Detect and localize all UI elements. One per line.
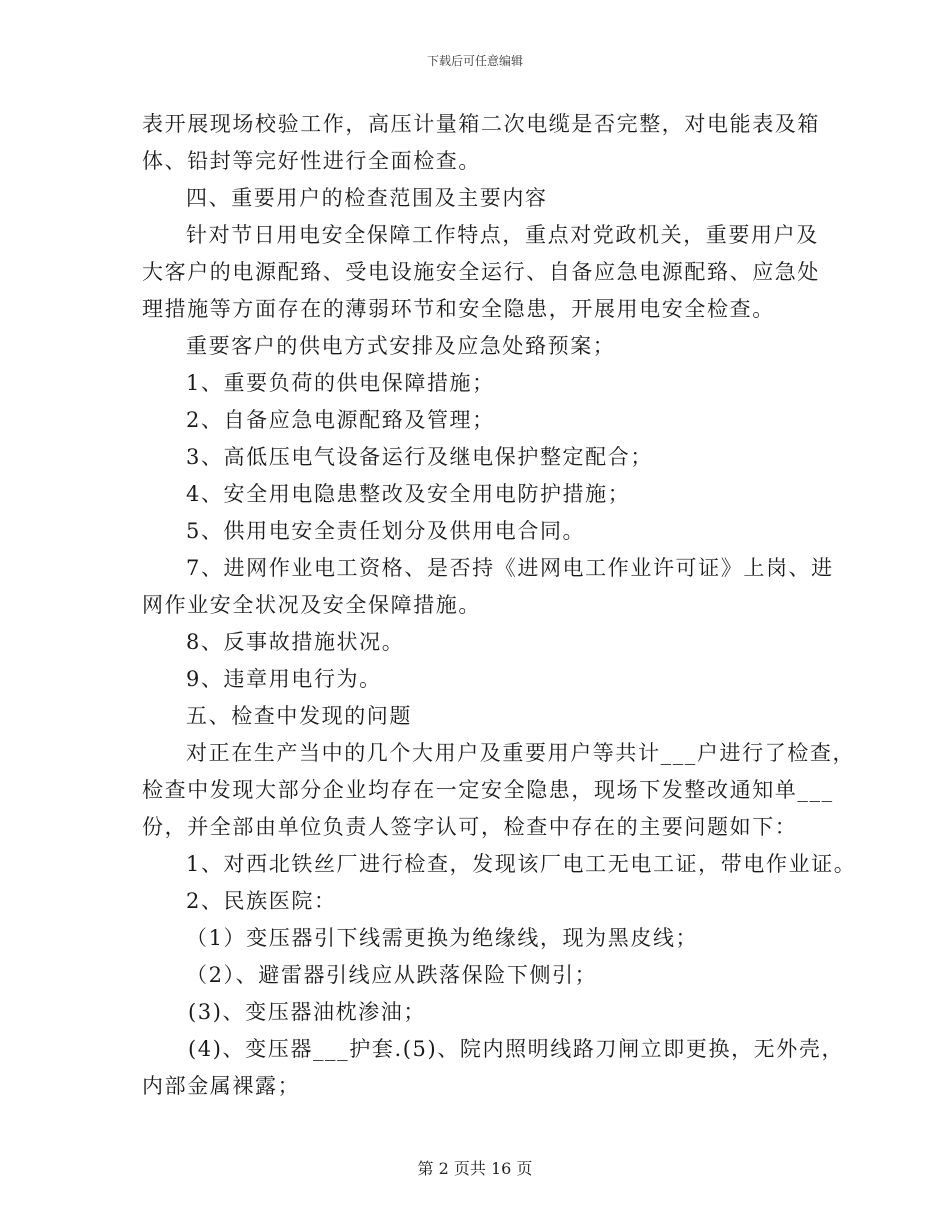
paragraph-line: 内部金属裸露；	[142, 1074, 301, 1098]
list-item: 1、对西北铁丝厂进行检查，发现该厂电工无电工证，带电作业证。	[186, 852, 857, 876]
list-item: 7、进网作业电工资格、是否持《进网电工作业许可证》上岗、进	[186, 556, 834, 580]
list-item: 3、高低压电气设备运行及继电保护整定配合；	[186, 445, 653, 469]
paragraph-line: 针对节日用电安全保障工作特点，重点对党政机关，重要用户及	[186, 223, 819, 247]
page-footer: 第 2 页共 16 页	[417, 1159, 533, 1178]
document-body	[142, 106, 857, 1105]
paragraph-line: 网作业安全状况及安全保障措施。	[142, 593, 481, 617]
paragraph-line: 检查中发现大部分企业均存在一定安全隐患，现场下发整改通知单___	[142, 778, 834, 802]
list-item: 8、反事故措施状况。	[186, 630, 405, 654]
list-item: 9、违章用电行为。	[186, 667, 382, 691]
list-item: 2、民族医院：	[186, 889, 337, 913]
paragraph-line: 对正在生产当中的几个大用户及重要用户等共计___户进行了检查，	[186, 741, 856, 765]
section-heading: 四、重要用户的检查范围及主要内容	[186, 186, 548, 210]
paragraph-line: 理措施等方面存在的薄弱环节和安全隐患，开展用电安全检查。	[142, 297, 775, 321]
list-item: 4、安全用电隐患整改及安全用电防护措施；	[186, 482, 631, 506]
sub-list-item: (3)、变压器油枕渗油；	[188, 1000, 426, 1024]
paragraph-line: 大客户的电源配臵、受电设施安全运行、自备应急电源配臵、应急处	[142, 260, 820, 284]
paragraph-line: 份，并全部由单位负责人签字认可，检查中存在的主要问题如下：	[142, 815, 798, 839]
section-heading: 五、检查中发现的问题	[186, 704, 412, 728]
paragraph-line: 表开展现场校验工作，高压计量箱二次电缆是否完整，对电能表及箱	[142, 112, 820, 136]
list-item: 1、重要负荷的供电保障措施；	[186, 371, 495, 395]
list-item: 2、自备应急电源配臵及管理；	[186, 408, 495, 432]
list-item: 5、供用电安全责任划分及供用电合同。	[186, 519, 586, 543]
sub-list-item: (4)、变压器___护套.(5)、院内照明线路刀闸立即更换，无外壳，	[188, 1037, 845, 1061]
page-header: 下载后可任意编辑	[426, 54, 523, 68]
sub-list-item: （2）、避雷器引线应从跌落保险下侧引；	[186, 963, 598, 987]
sub-list-item: （1）变压器引下线需更换为绝缘线，现为黑皮线；	[186, 926, 699, 950]
paragraph-line: 体、铅封等完好性进行全面检查。	[142, 149, 481, 173]
paragraph-line: 重要客户的供电方式安排及应急处臵预案；	[186, 334, 616, 358]
